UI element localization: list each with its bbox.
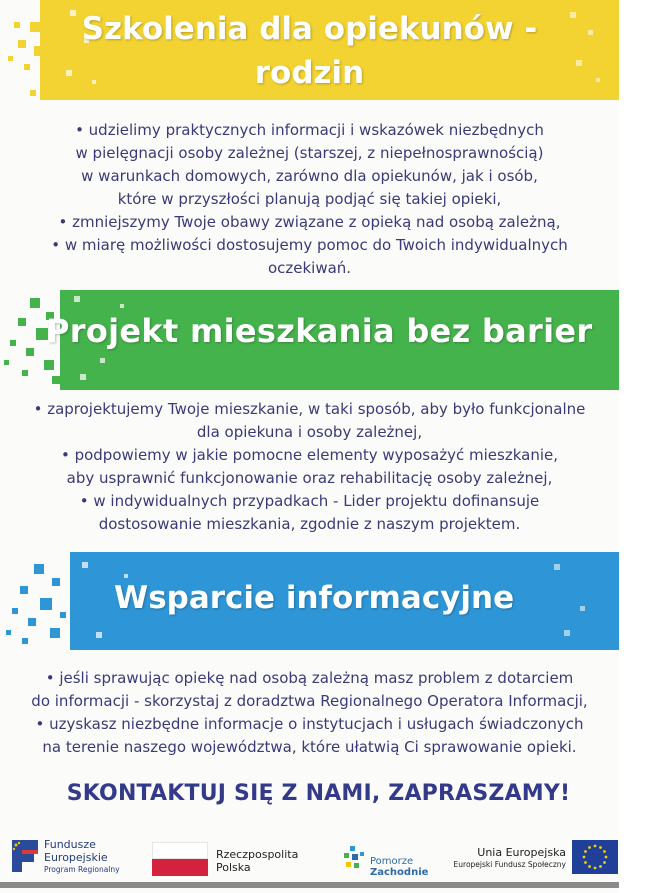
- training-description: [0, 119, 619, 280]
- pomorze-zachodnie-text: Pomorze Zachodnie: [370, 856, 429, 878]
- text-line: dla opiekuna i osoby zależnej,: [196, 423, 423, 441]
- information-description: [0, 667, 619, 759]
- polish-flag-icon: [152, 842, 208, 876]
- heading-training: Szkolenia dla opiekunów - rodzin: [81, 11, 538, 91]
- heading-information: Wsparcie informacyjne: [114, 580, 515, 616]
- pixel-decoration-right: [540, 550, 619, 655]
- contact-call-to-action: SKONTAKTUJ SIĘ Z NAMI, ZAPRASZAMY!: [66, 781, 571, 806]
- eu-flag-icon: [572, 840, 618, 874]
- fundusze-europejskie-logo-icon: [8, 836, 42, 876]
- text-line: • jeśli sprawując opiekę nad osobą zależną masz problem z dotarciem: [45, 669, 574, 687]
- text-line: • uzyskasz niezbędne informacje o instytucjach i usługach świadczonych: [35, 715, 584, 733]
- text-line: w warunkach domowych, zarówno dla opiekunów, jak i osób,: [81, 167, 538, 185]
- text-line: dostosowanie mieszkania, zgodnie z naszym projektem.: [98, 515, 521, 533]
- unia-europejska-text: Unia Europejska Europejski Fundusz Społeczny: [453, 846, 566, 869]
- fundusze-europejskie-text: Fundusze Europejskie Program Regionalny: [44, 838, 120, 874]
- text-line: do informacji - skorzystaj z doradztwa Regionalnego Operatora Informacji,: [31, 692, 588, 710]
- text-line: w pielęgnacji osoby zależnej (starszej, z niepełnosprawnością): [75, 144, 544, 162]
- banner-apartment: [0, 288, 619, 396]
- text-line: oczekiwań.: [267, 259, 352, 277]
- bottom-edge-line: [0, 882, 619, 888]
- apartment-description: [0, 398, 619, 536]
- text-line: • udzielimy praktycznych informacji i wskazówek niezbędnych: [75, 121, 544, 139]
- text-line: na terenie naszego województwa, które ułatwią Ci sprawowanie opieki.: [42, 738, 577, 756]
- pomorze-zachodnie-logo-icon: [340, 844, 370, 874]
- banner-information: [0, 550, 619, 655]
- text-line: • w indywidualnych przypadkach - Lider projektu dofinansuje: [79, 492, 540, 510]
- text-line: • zmniejszymy Twoje obawy związane z opieką nad osobą zależną,: [58, 213, 561, 231]
- heading-apartment: Projekt mieszkania bez barier: [46, 312, 593, 350]
- rzeczpospolita-polska-text: Rzeczpospolita Polska: [216, 848, 299, 874]
- text-line: aby usprawnić funkcjonowanie oraz rehabilitację osoby zależnej,: [66, 469, 553, 487]
- text-line: • zaprojektujemy Twoje mieszkanie, w taki sposób, aby było funkcjonalne: [33, 400, 586, 418]
- text-line: które w przyszłości planują podjąć się takiej opieki,: [117, 190, 502, 208]
- text-line: • w miarę możliwości dostosujemy pomoc do Twoich indywidualnych: [51, 236, 568, 254]
- text-line: • podpowiemy w jakie pomocne elementy wyposażyć mieszkanie,: [60, 446, 559, 464]
- scan-margin: [619, 0, 647, 893]
- banner-training: [0, 0, 619, 105]
